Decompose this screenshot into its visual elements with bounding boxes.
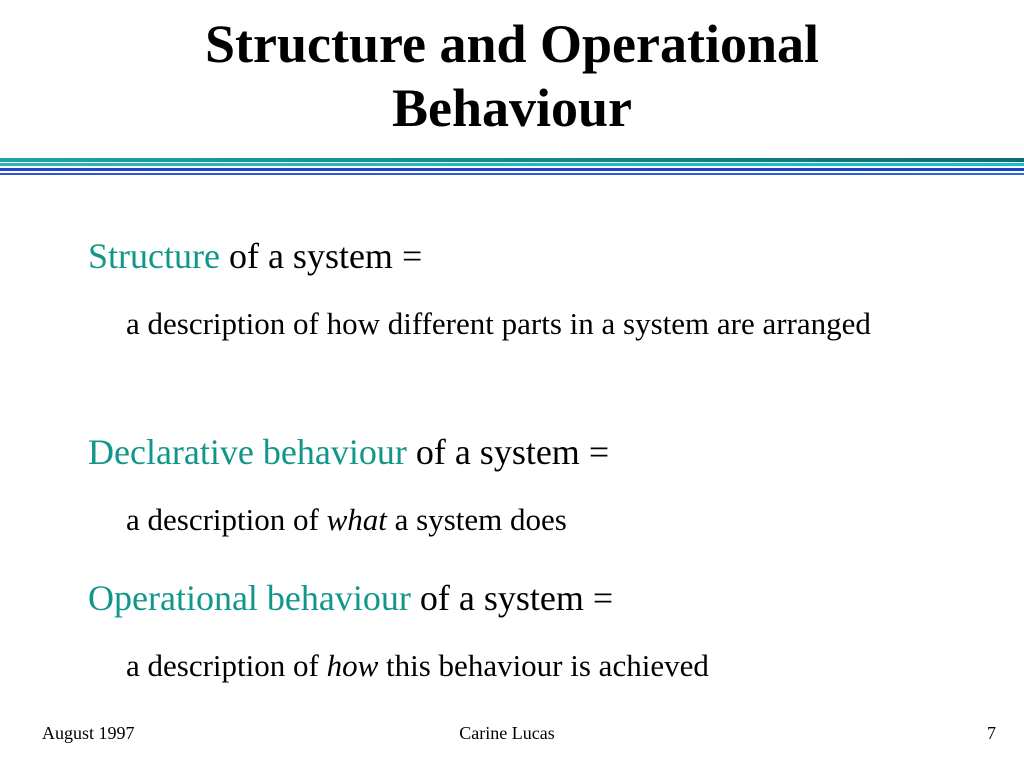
divider-stripe-2 [0, 163, 1024, 166]
divider-stripe-1 [0, 158, 1024, 162]
term-suffix: of a system = [410, 578, 614, 618]
footer-date: August 1997 [42, 723, 135, 743]
divider-stripe-3 [0, 168, 1024, 171]
definition-description [126, 642, 946, 690]
definition-heading [88, 574, 946, 622]
description-text: a description of how different parts in a system are arranged [126, 306, 871, 341]
definition-heading [88, 232, 946, 280]
slide-title-line-1: Structure and Operational [204, 14, 819, 74]
description-emphasis: what [326, 502, 387, 537]
description-text: a description of [126, 648, 327, 683]
title-divider [0, 158, 1024, 180]
term-label: Operational behaviour [88, 578, 411, 618]
description-text-end: this behaviour is achieved [378, 648, 709, 683]
definition-description [126, 300, 946, 348]
definition-structure [88, 232, 946, 348]
term-suffix: of a system = [406, 432, 610, 472]
slide-title [0, 12, 1024, 140]
definition-heading [88, 428, 946, 476]
term-label: Declarative behaviour [88, 432, 407, 472]
divider-stripe-4 [0, 173, 1024, 175]
definition-operational-behaviour [88, 574, 946, 690]
term-label: Structure [88, 236, 220, 276]
footer-page-number: 7 [987, 723, 996, 743]
description-text-end: a system does [386, 502, 567, 537]
footer-author: Carine Lucas [459, 723, 555, 743]
description-text: a description of [126, 502, 327, 537]
definition-declarative-behaviour [88, 428, 946, 544]
slide-title-line-2: Behaviour [391, 78, 633, 138]
description-emphasis: how [326, 648, 379, 683]
term-suffix: of a system = [219, 236, 423, 276]
definition-description [126, 496, 946, 544]
